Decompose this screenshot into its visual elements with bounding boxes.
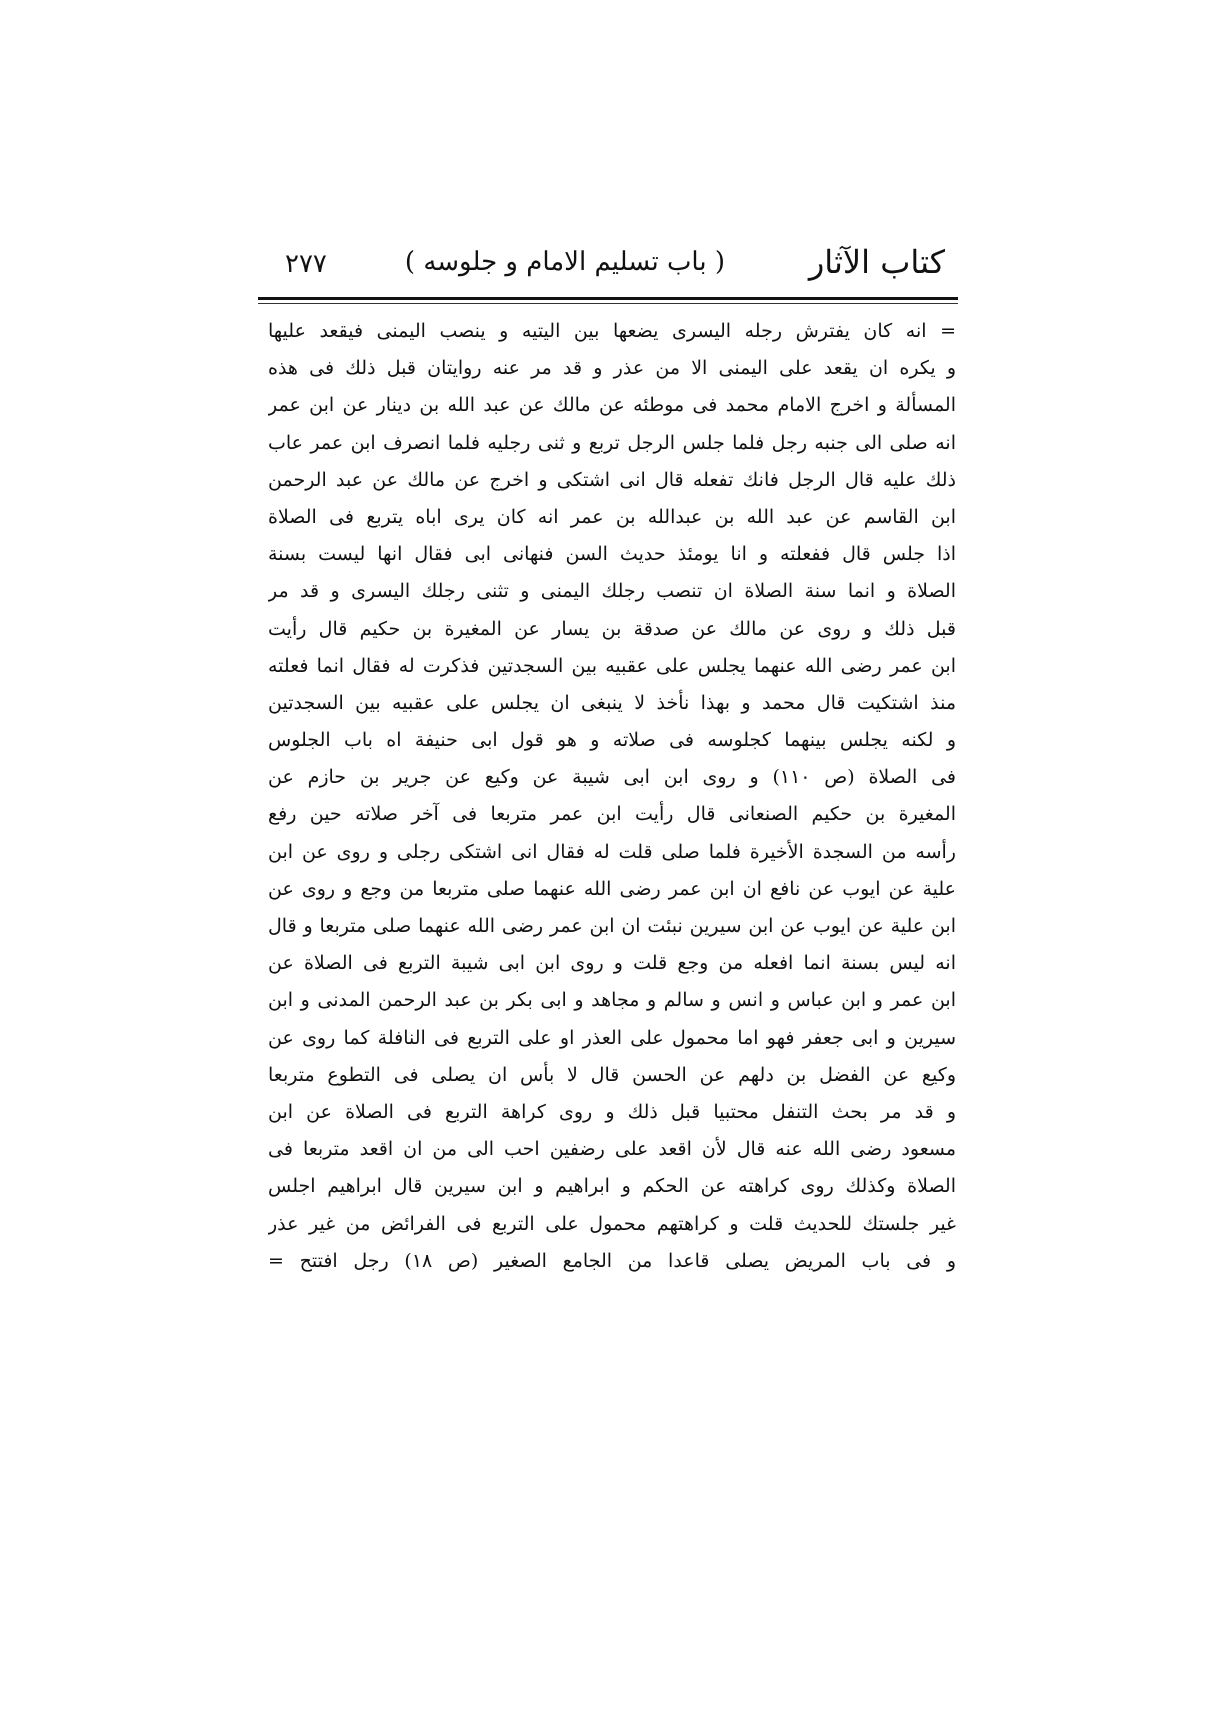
text-line: و لكنه يجلس بينهما كجلوسه فى صلاته و هو قول ابى حنيفة اه باب الجلوس — [268, 729, 956, 752]
text-line: انه ليس بسنة انما افعله من وجع قلت و روى ابن ابى شيبة التربع فى الصلاة عن — [268, 952, 956, 975]
text-line: المسألة و اخرج الامام محمد فى موطئه عن مالك عن عبد الله بن دينار عن ابن عمر — [268, 394, 956, 417]
text-line: سيرين و ابى جعفر فهو اما محمول على العذر او على التربع فى النافلة كما روى عن — [268, 1026, 956, 1049]
text-line: وكيع عن الفضل بن دلهم عن الحسن قال لا بأس ان يصلى فى التطوع متربعا — [268, 1063, 956, 1086]
body-text — [268, 313, 956, 1280]
text-line: ابن عمر و ابن عباس و انس و سالم و مجاهد و ابى بكر بن عبد الرحمن المدنى و ابن — [268, 989, 956, 1012]
chapter-title: ( باب تسليم الامام و جلوسه ) — [404, 247, 725, 277]
page-number: ٢٧٧ — [285, 249, 327, 279]
text-line: ابن عمر رضى الله عنهما يجلس على عقبيه بين السجدتين فذكرت له فقال انما فعلته — [268, 654, 956, 677]
text-line: ابن القاسم عن عبد الله بن عبدالله بن عمر انه كان يرى اباه يتربع فى الصلاة — [268, 505, 956, 528]
text-line: ذلك عليه قال الرجل فانك تفعله قال انى اشتكى و اخرج عن مالك عن عبد الرحمن — [268, 468, 956, 491]
text-line: مسعود رضى الله عنه قال لأن اقعد على رضفين احب الى من ان اقعد متربعا فى — [268, 1138, 956, 1161]
running-header — [255, 243, 960, 291]
text-line: انه صلى الى جنبه رجل فلما جلس الرجل تربع و ثنى رجليه فلما انصرف ابن عمر عاب — [268, 431, 956, 454]
text-line: فى الصلاة (ص ١١٠) و روى ابن ابى شيبة عن وكيع عن جرير بن حازم عن — [268, 766, 956, 789]
header-rule-thick — [258, 297, 958, 300]
text-line: المغيرة بن حكيم الصنعانى قال رأيت ابن عمر متربعا فى آخر صلاته حين رفع — [268, 803, 956, 826]
text-line: = انه كان يفترش رجله اليسرى يضعها بين اليتيه و ينصب اليمنى فيقعد عليها — [268, 320, 956, 342]
text-line: اذا جلس قال ففعلته و انا يومئذ حديث السن فنهانى ابى فقال انها ليست بسنة — [268, 543, 956, 566]
text-line: و يكره ان يقعد على اليمنى الا من عذر و قد مر عنه روايتان قبل ذلك فى هذه — [268, 357, 956, 380]
text-line: ابن علية عن ايوب عن ابن سيرين نبئت ان ابن عمر رضى الله عنهما صلى متربعا و قال — [268, 915, 956, 937]
text-line: غير جلستك للحديث قلت و كراهتهم محمول على التربع فى الفرائض من غير عذر — [268, 1212, 956, 1235]
text-line: الصلاة و انما سنة الصلاة ان تنصب رجلك اليمنى و تثنى رجلك اليسرى و قد مر — [268, 580, 956, 603]
text-line: قبل ذلك و روى عن مالك عن صدقة بن يسار عن المغيرة بن حكيم قال رأيت — [268, 617, 956, 640]
text-line: و قد مر بحث التنفل محتبيا قبل ذلك و روى كراهة التربع فى الصلاة عن ابن — [268, 1100, 956, 1123]
text-line: منذ اشتكيت قال محمد و بهذا نأخذ لا ينبغى ان يجلس على عقبيه بين السجدتين — [268, 691, 956, 714]
book-title: كتاب الآثار — [808, 243, 945, 281]
text-line: الصلاة وكذلك روى كراهته عن الحكم و ابراهيم و ابن سيرين قال ابراهيم اجلس — [268, 1175, 956, 1198]
header-rule-thin — [258, 303, 958, 304]
text-line: رأسه من السجدة الأخيرة فلما صلى قلت له فقال انى اشتكى رجلى و روى عن ابن — [268, 840, 956, 863]
text-line: علية عن ايوب عن نافع ان ابن عمر رضى الله عنهما صلى متربعا من وجع و روى عن — [268, 877, 956, 900]
text-line: و فى باب المريض يصلى قاعدا من الجامع الصغير (ص ١٨) رجل افتتح = — [268, 1249, 956, 1272]
